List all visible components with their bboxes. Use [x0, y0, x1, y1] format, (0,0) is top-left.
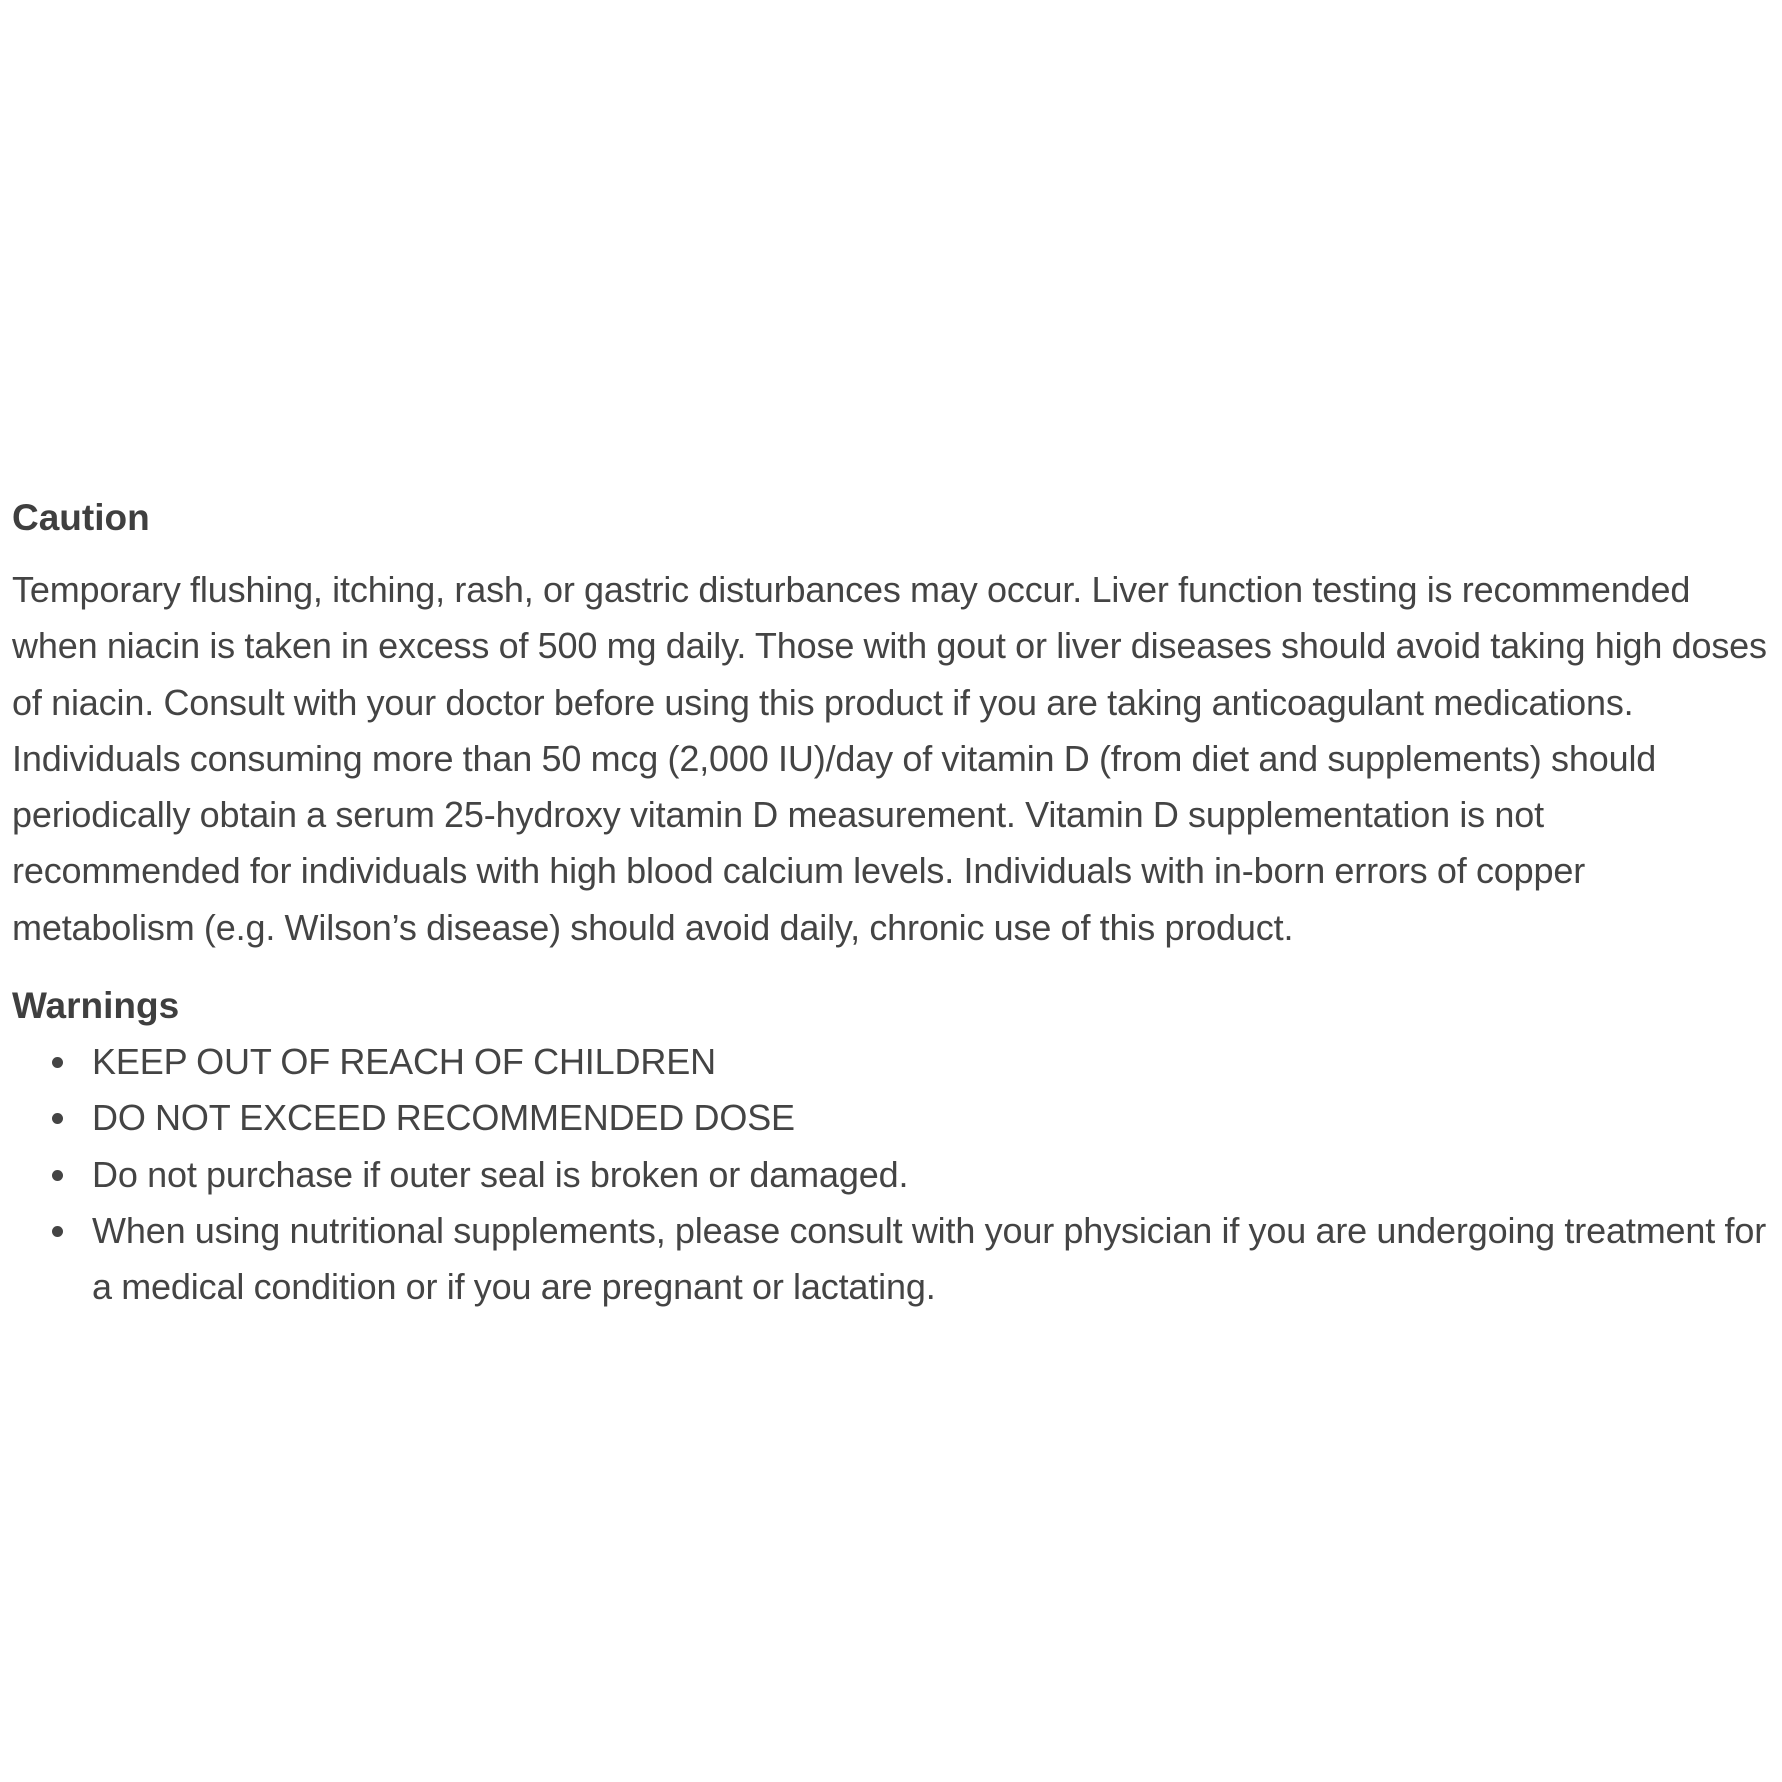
warnings-list: [12, 1034, 1772, 1315]
bullet-icon: [52, 1057, 63, 1068]
warning-text: DO NOT EXCEED RECOMMENDED DOSE: [92, 1097, 795, 1139]
list-item: [12, 1203, 1772, 1316]
bullet-icon: [52, 1226, 63, 1237]
bullet-icon: [52, 1113, 63, 1124]
caution-text: Temporary flushing, itching, rash, or gastric disturbances may occur. Liver function testing is recommended when niacin is taken in excess of 500 mg daily. Those with gout or liver diseases should avoid taking high doses of niacin. Consult with your doctor before using this product if you are taking anticoagulant medications. Individuals consuming more than 50 mcg (2,000 IU)/day of vitamin D (from diet and supplements) should periodically obtain a serum 25-hydroxy vitamin D measurement. Vitamin D supplementation is not recommended for individuals with high blood calcium levels. Individuals with in-born errors of copper metabolism (e.g. Wilson’s disease) should avoid daily, chronic use of this product.: [12, 569, 1767, 948]
warning-text: Do not purchase if outer seal is broken or damaged.: [92, 1153, 909, 1195]
list-item: [12, 1034, 1772, 1090]
warning-text: KEEP OUT OF REACH OF CHILDREN: [92, 1041, 716, 1083]
product-warnings-section: [12, 490, 1772, 1316]
caution-heading: Caution: [12, 497, 150, 538]
list-item: [12, 1147, 1772, 1203]
list-item: [12, 1090, 1772, 1146]
warning-text: When using nutritional supplements, please consult with your physician if you are undergoing treatment for a medical condition or if you are pregnant or lactating.: [92, 1209, 1767, 1308]
warnings-heading: Warnings: [12, 985, 180, 1027]
bullet-icon: [52, 1170, 63, 1181]
